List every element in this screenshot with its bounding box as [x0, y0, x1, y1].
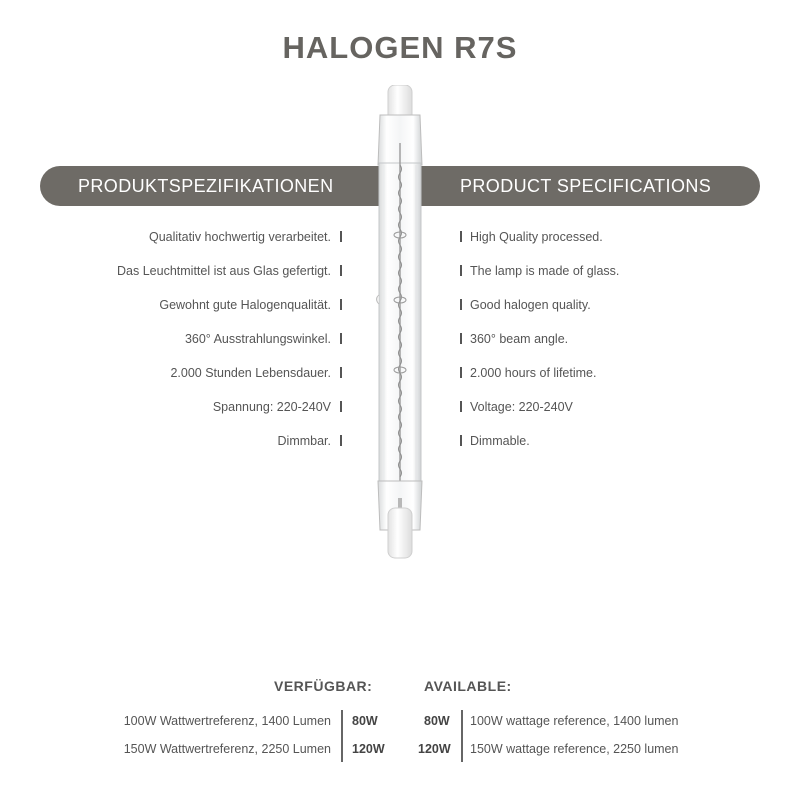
specs-de-list — [12, 220, 342, 458]
spec-de-item: Qualitativ hochwertig verarbeitet. — [12, 220, 342, 254]
spec-en-item: 360° beam angle. — [460, 322, 790, 356]
spec-de-item: 360° Ausstrahlungswinkel. — [12, 322, 342, 356]
available-desc-de: 100W Wattwertreferenz, 1400 Lumen — [123, 714, 331, 728]
available-heading-de: VERFÜGBAR: — [274, 678, 373, 694]
wattage-de: 120W — [352, 742, 385, 756]
spec-en-item: Voltage: 220-240V — [460, 390, 790, 424]
separator-bar — [460, 231, 462, 242]
banner-de — [40, 166, 380, 206]
separator-bar — [460, 367, 462, 378]
separator-bar — [340, 367, 342, 378]
spec-en-item: Dimmable. — [460, 424, 790, 458]
separator-bar — [340, 435, 342, 446]
spec-de-item: Dimmbar. — [12, 424, 342, 458]
banner-de-label: PRODUKTSPEZIFIKATIONEN — [78, 176, 334, 196]
spec-de-item: Das Leuchtmittel ist aus Glas gefertigt. — [12, 254, 342, 288]
spec-en-item: The lamp is made of glass. — [460, 254, 790, 288]
spec-de-item: Gewohnt gute Halogenqualität. — [12, 288, 342, 322]
banner-en — [420, 166, 760, 206]
separator-bar — [340, 265, 342, 276]
divider-line-right — [461, 710, 463, 762]
available-desc-de: 150W Wattwertreferenz, 2250 Lumen — [123, 742, 331, 756]
available-desc-en: 100W wattage reference, 1400 lumen — [470, 714, 679, 728]
spec-de-item: 2.000 Stunden Lebensdauer. — [12, 356, 342, 390]
spec-en-item: 2.000 hours of lifetime. — [460, 356, 790, 390]
banner-en-label: PRODUCT SPECIFICATIONS — [460, 176, 712, 196]
spec-en-item: High Quality processed. — [460, 220, 790, 254]
separator-bar — [340, 333, 342, 344]
separator-bar — [340, 299, 342, 310]
separator-bar — [460, 401, 462, 412]
separator-bar — [460, 333, 462, 344]
separator-bar — [460, 435, 462, 446]
divider-line-left — [341, 710, 343, 762]
separator-bar — [340, 231, 342, 242]
spec-en-item: Good halogen quality. — [460, 288, 790, 322]
separator-bar — [460, 265, 462, 276]
wattage-de: 80W — [352, 714, 378, 728]
halogen-r7s-lamp-icon — [370, 85, 430, 560]
wattage-en: 80W — [424, 714, 450, 728]
available-desc-en: 150W wattage reference, 2250 lumen — [470, 742, 679, 756]
available-heading-en: AVAILABLE: — [424, 678, 512, 694]
separator-bar — [340, 401, 342, 412]
specs-en-list — [460, 220, 790, 458]
page-title: HALOGEN R7S — [282, 30, 518, 65]
spec-de-item: Spannung: 220-240V — [12, 390, 342, 424]
wattage-en: 120W — [418, 742, 451, 756]
separator-bar — [460, 299, 462, 310]
